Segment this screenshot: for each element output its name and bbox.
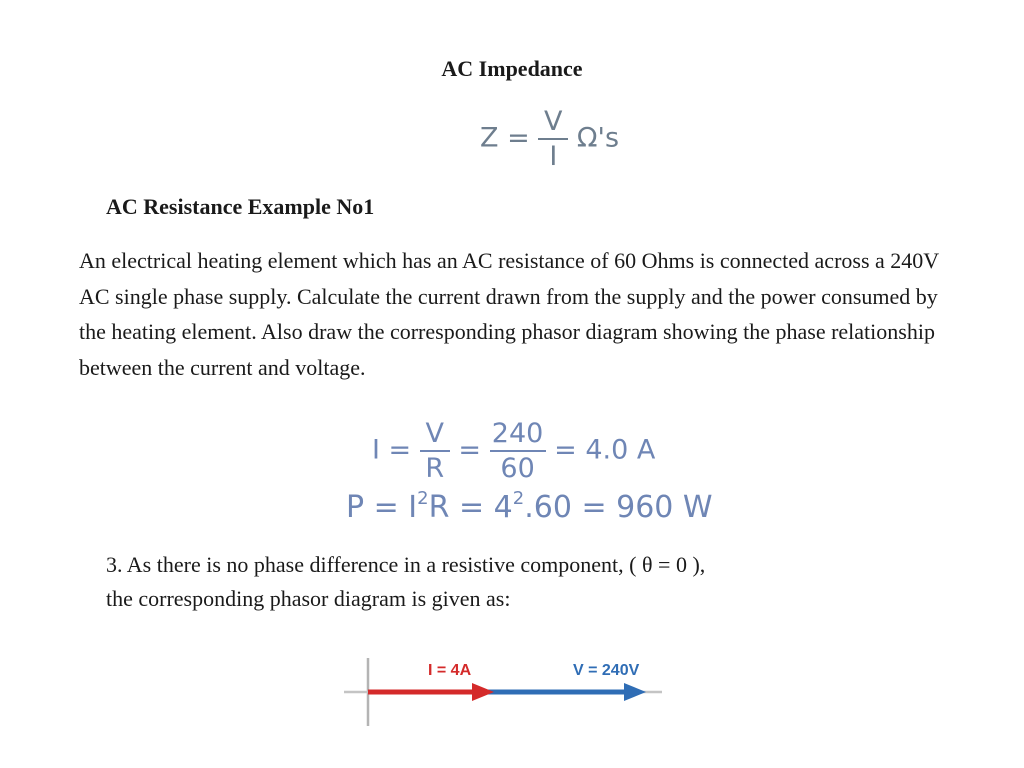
impedance-numerator: V bbox=[544, 106, 563, 137]
voltage-label: V = 240V bbox=[573, 662, 640, 679]
power-p: P = I bbox=[346, 490, 418, 525]
phase-note-line-2: the corresponding phasor diagram is given as: bbox=[106, 586, 511, 611]
current-den-r: R bbox=[425, 453, 445, 484]
example-heading: AC Resistance Example No1 bbox=[106, 194, 375, 219]
phasor-diagram bbox=[338, 652, 668, 732]
voltage-phasor-arrowhead bbox=[624, 683, 646, 701]
current-result: = 4.0 A bbox=[554, 434, 656, 466]
impedance-formula bbox=[480, 108, 619, 170]
current-num-240: 240 bbox=[491, 418, 544, 449]
current-formula bbox=[372, 420, 655, 482]
impedance-denominator: I bbox=[549, 141, 558, 172]
phase-note-line-1: 3. As there is no phase difference in a resistive component, ( θ = 0 ), bbox=[106, 552, 706, 577]
power-mid: R = 4 bbox=[428, 490, 513, 525]
impedance-fraction bbox=[538, 108, 568, 170]
power-sup-1: 2 bbox=[417, 488, 429, 509]
phase-note bbox=[106, 548, 926, 616]
impedance-unit: Ω's bbox=[576, 122, 620, 154]
current-fraction-values bbox=[490, 420, 546, 482]
current-phasor-arrowhead bbox=[472, 683, 494, 701]
current-num-v: V bbox=[425, 418, 444, 449]
impedance-lhs: Z = bbox=[480, 122, 530, 154]
problem-text: An electrical heating element which has an AC resistance of 60 Ohms is connected across a 240V AC single phase supply. Calculate the current drawn from the supply and the power consumed by the heating element. Also draw the corresponding phasor diagram showing the phase relationship between the current and voltage. bbox=[79, 248, 939, 380]
current-label: I = 4A bbox=[428, 662, 472, 679]
current-equals: = bbox=[458, 434, 481, 466]
page-title: AC Impedance bbox=[441, 56, 583, 81]
power-tail: .60 = 960 W bbox=[524, 490, 713, 525]
power-formula bbox=[346, 490, 713, 525]
current-den-60: 60 bbox=[500, 453, 535, 484]
power-sup-2: 2 bbox=[512, 488, 525, 509]
current-lhs: I = bbox=[372, 434, 412, 466]
current-fraction-vr bbox=[420, 420, 450, 482]
